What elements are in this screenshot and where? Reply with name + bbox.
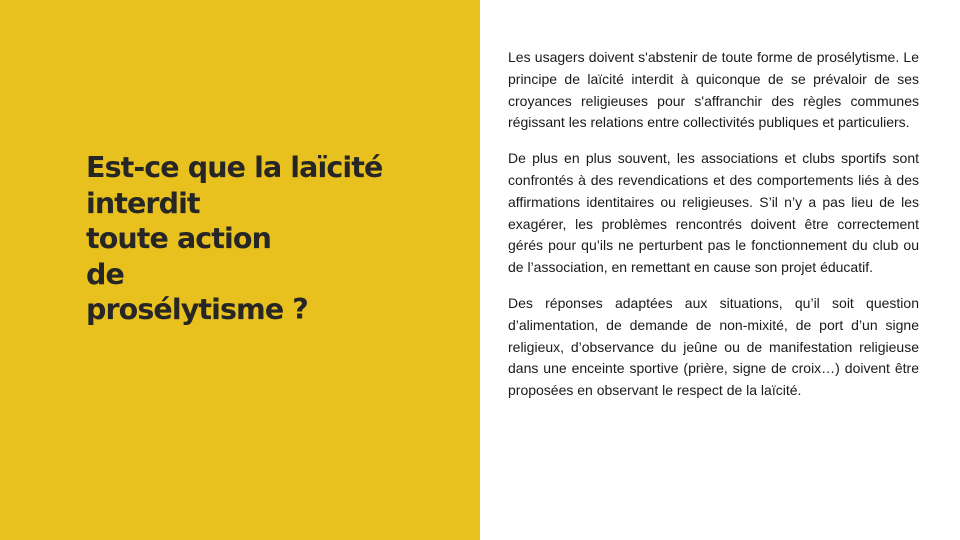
paragraph-3: Des réponses adaptées aux situations, qu’il soit question d’alimentation, de demande de non-mixité, de port d’un signe religieux, d’observance du jeûne ou de manifestation religieuse dans une enceinte sportive (prière, signe de croix…) doivent être proposées en observant le respect de la laïcité. — [508, 294, 919, 399]
paragraph-1: Les usagers doivent s'abstenir de toute forme de prosélytisme. Le principe de laïcité interdit à quiconque de se prévaloir de ses croyances religieuses pour s'affranchir des règles communes régissant les relations entre collectivités publiques et particuliers. — [508, 49, 919, 131]
slide-title: Est-ce que la laïcité interdit toute action de prosélytisme ? — [86, 151, 383, 326]
content-panel — [480, 0, 960, 540]
body-text — [508, 47, 919, 416]
paragraph-2: De plus en plus souvent, les associations et clubs sportifs sont confrontés à des revendications et des comportements liés à des affirmations identitaires ou religieuses. S’il n’y a pas lieu de les exagérer, les problèmes rencontrés doivent être correctement gérés pour qu’ils ne perturbent pas le fonctionnement du club ou de l’association, en remettant en cause son projet éducatif. — [508, 150, 919, 276]
